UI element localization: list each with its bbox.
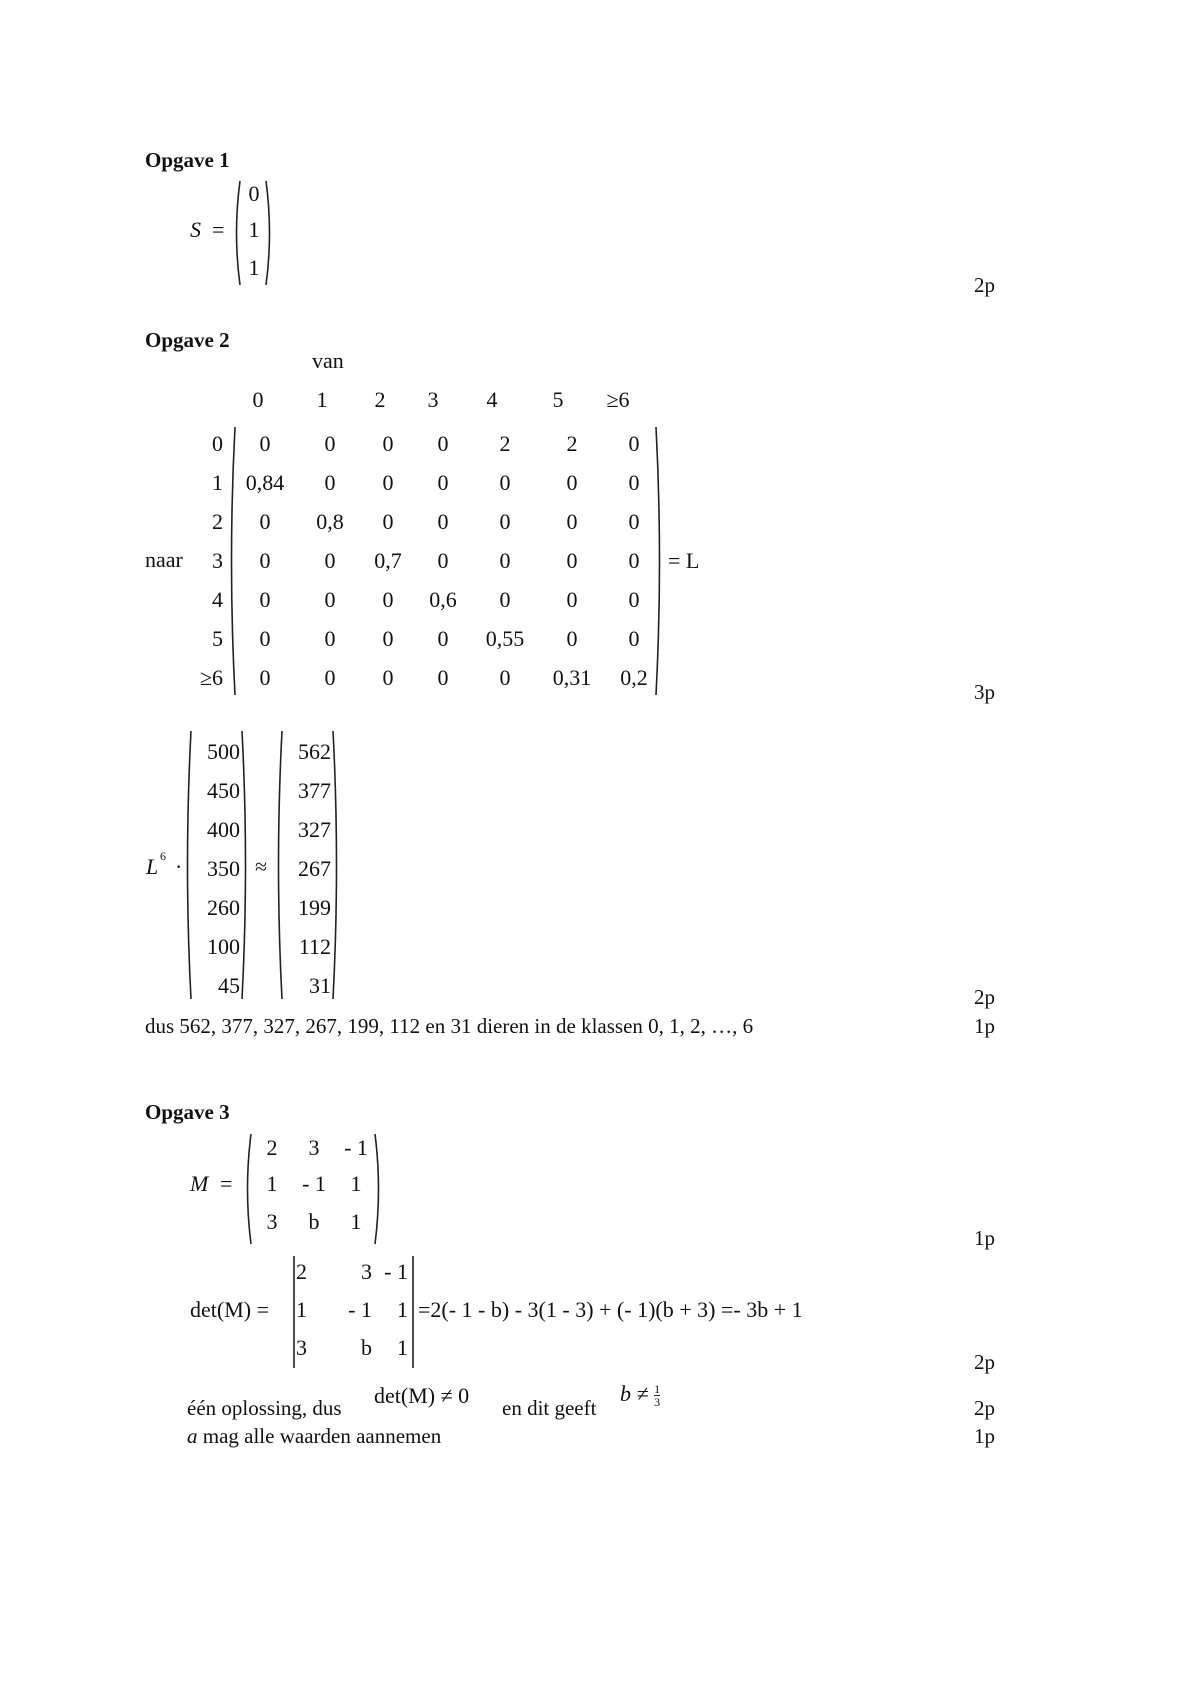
matrix-l-cell: 0 [437, 548, 449, 573]
matrix-l-cell: 0 [382, 470, 394, 495]
vector-in-cell: 500 [207, 739, 240, 764]
det-m-cell: 3 [361, 1259, 372, 1284]
points-label: 2p [974, 1350, 995, 1374]
equals-sign: = [220, 1171, 233, 1196]
left-paren-s [232, 180, 242, 286]
matrix-l-cell: 0 [382, 509, 394, 534]
a-variable: a [187, 1424, 198, 1448]
matrix-l-cell: 0,8 [316, 509, 344, 534]
matrix-l-cell: 0 [324, 587, 336, 612]
matrix-l-cell: 0 [437, 431, 449, 456]
matrix-l-cell: 0 [324, 665, 336, 690]
det-m-cell: - 1 [384, 1259, 408, 1284]
vector-in-cell: 260 [207, 895, 240, 920]
matrix-m-cell: - 1 [302, 1171, 326, 1196]
matrix-l-cell: 0 [259, 587, 271, 612]
points-label: 1p [974, 1014, 995, 1038]
matrix-m-cell: 1 [350, 1209, 362, 1234]
matrix-m-label: M [190, 1171, 209, 1196]
vector-s-label: S [190, 217, 201, 242]
right-paren-vec-in [240, 730, 250, 1000]
matrix-m-cell: 3 [308, 1135, 320, 1160]
matrix-l-cell: 0,2 [620, 665, 648, 690]
matrix-l-cell: 0 [566, 548, 578, 573]
vector-in-cell: 45 [218, 973, 240, 998]
det-m-cell: 2 [296, 1259, 307, 1284]
matrix-l-cell: 0 [437, 509, 449, 534]
matrix-l-cell: 0 [437, 626, 449, 651]
equals-sign: = [212, 217, 225, 242]
matrix-l-cell: 0 [324, 470, 336, 495]
matrix-l-cell: 0 [499, 548, 511, 573]
column-header: 0 [252, 387, 264, 412]
matrix-l-cell: 0,55 [485, 626, 525, 651]
a-statement-text: mag alle waarden aannemen [202, 1424, 442, 1448]
opgave-3-heading: Opgave 3 [145, 1100, 230, 1124]
row-header: 4 [212, 587, 223, 612]
b-result [620, 1382, 660, 1408]
right-paren-vec-out [331, 730, 341, 1000]
matrix-l-cell: 0,6 [429, 587, 457, 612]
row-header: 0 [212, 431, 223, 456]
det-label-text: det(M) = [190, 1297, 269, 1322]
vector-out-cell: 31 [309, 973, 331, 998]
matrix-l-cell: 0,7 [374, 548, 402, 573]
row-header: 2 [212, 509, 223, 534]
column-header: ≥6 [606, 387, 630, 412]
matrix-l-cell: 0 [499, 509, 511, 534]
opgave-2-heading: Opgave 2 [145, 328, 230, 352]
matrix-l-cell: 0 [499, 665, 511, 690]
naar-label: naar [145, 547, 183, 572]
vector-s-cell: 1 [248, 255, 260, 280]
matrix-m-cell: 1 [266, 1171, 278, 1196]
matrix-l-cell: 0 [628, 509, 640, 534]
dot-operator: · [175, 854, 183, 879]
matrix-l-cell: 0 [566, 587, 578, 612]
matrix-m-cell: 2 [266, 1135, 278, 1160]
det-m-cell: 1 [397, 1335, 408, 1360]
fraction-numerator: 1 [654, 1382, 661, 1397]
matrix-l-cell: 2 [566, 431, 578, 456]
row-header: 1 [212, 470, 223, 495]
det-expansion: =2(- 1 - b) - 3(1 - 3) + (- 1)(b + 3) =- 3b + 1 [418, 1297, 803, 1322]
matrix-l-cell: 0 [566, 509, 578, 534]
matrix-l-cell: 0 [566, 626, 578, 651]
vector-out-cell: 267 [298, 856, 331, 881]
det-m-cell: - 1 [348, 1297, 372, 1322]
matrix-l-cell: 0 [259, 431, 271, 456]
points-label: 1p [974, 1424, 995, 1448]
vector-in-cell: 400 [207, 817, 240, 842]
right-paren-s [264, 180, 274, 286]
matrix-l-cell: 0 [259, 509, 271, 534]
det-label [190, 1298, 269, 1322]
approx-sign: ≈ [255, 854, 268, 879]
matrix-l-cell: 0 [382, 665, 394, 690]
matrix-l-cell: 0 [382, 587, 394, 612]
det-m-cell: b [361, 1335, 372, 1360]
vector-s-cell: 0 [248, 181, 260, 206]
matrix-l-cell: 0 [382, 626, 394, 651]
conclusion-text: dus 562, 377, 327, 267, 199, 112 en 31 dieren in de klassen 0, 1, 2, …, 6 [145, 1014, 754, 1038]
matrix-l-cell: 0 [437, 665, 449, 690]
opgave-1-heading: Opgave 1 [145, 148, 230, 172]
vector-out-cell: 199 [298, 895, 331, 920]
matrix-l-cell: 0 [324, 431, 336, 456]
vector-s-cell: 1 [248, 217, 260, 242]
matrix-l-cell: 0,84 [245, 470, 285, 495]
row-header: 5 [212, 626, 223, 651]
matrix-l-cell: 0 [324, 548, 336, 573]
column-header: 5 [552, 387, 564, 412]
matrix-m-cell: - 1 [344, 1135, 368, 1160]
matrix-l-cell: 0 [259, 626, 271, 651]
matrix-l-cell: 0,31 [552, 665, 592, 690]
fraction-one-third [654, 1383, 660, 1408]
a-statement [187, 1424, 441, 1448]
matrix-l-cell: 0 [628, 470, 640, 495]
matrix-l-cell: 0 [259, 665, 271, 690]
matrix-l-cell: 0 [437, 470, 449, 495]
matrix-l-cell: 0 [628, 548, 640, 573]
vector-in-cell: 450 [207, 778, 240, 803]
points-label: 2p [974, 273, 995, 297]
row-header: 3 [212, 548, 223, 573]
matrix-l-cell: 0 [259, 548, 271, 573]
van-label: van [312, 348, 344, 373]
power-exponent: 6 [160, 849, 166, 863]
vector-out-cell: 562 [298, 739, 331, 764]
column-header: 2 [374, 387, 386, 412]
det-right-bar [411, 1256, 415, 1368]
vector-out-cell: 112 [298, 934, 331, 959]
power-base: L [146, 854, 159, 879]
matrix-l-cell: 0 [324, 626, 336, 651]
det-m-cell: 1 [397, 1297, 408, 1322]
vector-out-cell: 377 [298, 778, 331, 803]
fraction-denominator: 3 [654, 1395, 661, 1410]
column-header: 4 [486, 387, 498, 412]
matrix-m-cell: 3 [266, 1209, 278, 1234]
equals-l-text: = L [668, 548, 700, 573]
matrix-l-cell: 0 [499, 470, 511, 495]
vector-in-cell: 350 [207, 856, 240, 881]
equals-l [668, 549, 699, 573]
matrix-l-cell: 0 [628, 431, 640, 456]
b-neq: b ≠ [620, 1381, 649, 1406]
matrix-l-cell: 0 [566, 470, 578, 495]
matrix-m-cell: b [308, 1209, 320, 1234]
matrix-l-cell: 0 [382, 431, 394, 456]
matrix-l-cell: 0 [628, 626, 640, 651]
det-nonzero: det(M) ≠ 0 [374, 1383, 470, 1408]
matrix-l-cell: 0 [499, 587, 511, 612]
matrix-l-cell: 0 [628, 587, 640, 612]
det-m-cell: 1 [296, 1297, 307, 1322]
matrix-l-cell: 2 [499, 431, 511, 456]
matrix-m-cell: 1 [350, 1171, 362, 1196]
column-header: 3 [427, 387, 439, 412]
column-header: 1 [316, 387, 328, 412]
points-label: 1p [974, 1226, 995, 1250]
vector-out-cell: 327 [298, 817, 331, 842]
det-m-cell: 3 [296, 1335, 307, 1360]
and-this-gives-text: en dit geeft [502, 1396, 597, 1420]
points-label: 2p [974, 985, 995, 1009]
points-label: 3p [974, 680, 995, 704]
one-solution-text: één oplossing, dus [187, 1396, 342, 1420]
vector-in-cell: 100 [207, 934, 240, 959]
row-header: ≥6 [199, 665, 223, 690]
points-label: 2p [974, 1396, 995, 1420]
